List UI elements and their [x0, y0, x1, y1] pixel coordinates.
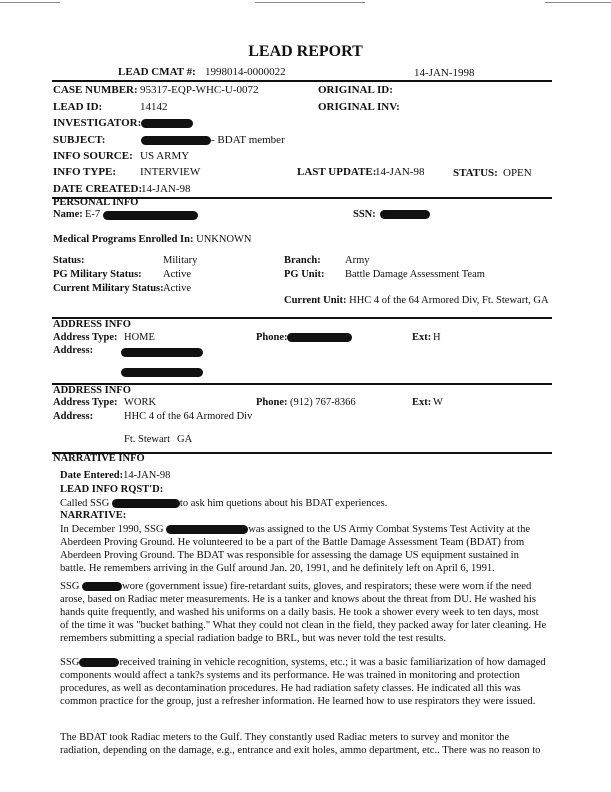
lead-info-requested-label: LEAD INFO RQST'D:: [60, 484, 164, 495]
medical-label: Medical Programs Enrolled In:: [53, 234, 194, 245]
redaction: [166, 525, 248, 534]
address-type: HOME: [124, 332, 155, 343]
last-update: 14-JAN-98: [375, 166, 425, 178]
redaction: [141, 119, 193, 128]
last-update-label: LAST UPDATE:: [297, 166, 377, 178]
phone-label: Phone:: [256, 332, 288, 343]
current-unit-value: HHC 4 of the 64 Armored Div, Ft. Stewart, GA: [349, 295, 549, 306]
address-line1: HHC 4 of the 64 Armored Div: [124, 411, 253, 422]
narrative-paragraph-3: [60, 656, 548, 708]
ext-value: H: [433, 332, 441, 343]
case-number-label: CASE NUMBER:: [53, 84, 138, 96]
info-source: US ARMY: [140, 150, 190, 162]
status-label: STATUS:: [453, 167, 498, 179]
redaction: [121, 368, 203, 377]
phone-value: (912) 767-8366: [290, 397, 356, 408]
branch-value: Army: [345, 255, 370, 266]
date-entered-label: Date Entered:: [60, 470, 124, 481]
report-date: 14-JAN-1998: [414, 67, 475, 79]
address-type-label: Address Type:: [53, 397, 118, 408]
page-title: LEAD REPORT: [248, 43, 363, 60]
narrative-label: NARRATIVE:: [60, 510, 127, 521]
pg-unit-value: Battle Damage Assessment Team: [345, 269, 485, 280]
scan-artifact: [255, 2, 365, 3]
name-prefix: E-7: [85, 209, 101, 220]
called-suffix: to ask him quetions about his BDAT experiences.: [179, 498, 388, 509]
date-entered: [60, 470, 170, 481]
address-label: Address:: [53, 411, 94, 422]
narrative-info-heading: NARRATIVE INFO: [53, 453, 145, 464]
status-value: Military: [163, 255, 198, 266]
info-type-label: INFO TYPE:: [53, 166, 117, 178]
investigator-label: INVESTIGATOR:: [53, 117, 142, 129]
date-created-label: DATE CREATED:: [53, 183, 143, 195]
ext-label: Ext:: [412, 397, 432, 408]
current-status-label: Current Military Status:: [53, 283, 164, 294]
address-city: Ft. Stewart: [124, 434, 171, 445]
subject-label: SUBJECT:: [53, 134, 106, 146]
address-type: WORK: [124, 397, 157, 408]
address-info-heading: ADDRESS INFO: [53, 385, 131, 396]
lead-id-label: LEAD ID:: [53, 101, 103, 113]
medical-value: UNKNOWN: [196, 234, 252, 245]
original-inv-label: ORIGINAL INV:: [318, 101, 400, 113]
called-line: [60, 498, 387, 509]
narrative-paragraph-2: [60, 580, 548, 645]
redaction: [103, 211, 198, 220]
narrative-paragraph-4: The BDAT took Radiac meters to the Gulf. They constantly used Radiac meters to survey and monitor the radiation, depending on the damage, e.g., entrance and exit holes, ammo department, etc.. There was no reason to: [60, 732, 541, 756]
redaction: [112, 499, 180, 508]
scan-artifact: [0, 2, 60, 3]
case-number: 95317-EQP-WHC-U-0072: [140, 84, 259, 96]
current-unit-label: Current Unit:: [284, 295, 347, 306]
name-label: Name:: [53, 209, 83, 220]
address-label: Address:: [53, 345, 94, 356]
redaction: [380, 210, 430, 219]
info-source-label: INFO SOURCE:: [53, 150, 133, 162]
personal-info-heading: PERSONAL INFO: [53, 197, 139, 208]
divider: [52, 80, 552, 82]
narrative-paragraph-1: [60, 523, 540, 575]
pg-status-label: PG Military Status:: [53, 269, 142, 280]
info-type: INTERVIEW: [140, 166, 201, 178]
address-info-heading: ADDRESS INFO: [53, 319, 131, 330]
ext-value: W: [433, 397, 443, 408]
redaction: [121, 348, 203, 357]
p1-prefix: In December 1990, SSG: [60, 524, 164, 535]
redaction: [287, 333, 352, 342]
address-type-label: Address Type:: [53, 332, 118, 343]
pg-status-value: Active: [163, 269, 191, 280]
current-unit: [284, 295, 549, 306]
current-status-value: Active: [163, 283, 191, 294]
original-id-label: ORIGINAL ID:: [318, 84, 393, 96]
date-entered-value: 14-JAN-98: [123, 470, 171, 481]
phone-label: Phone:: [256, 397, 288, 408]
subject-suffix: - BDAT member: [211, 134, 285, 146]
scan-artifact: [545, 2, 611, 3]
cmat-label: LEAD CMAT #:: [118, 66, 196, 78]
date-created: 14-JAN-98: [141, 183, 191, 195]
lead-id: 14142: [140, 101, 168, 113]
p3-prefix: SSG: [60, 657, 80, 668]
p3-text: received training in vehicle recognition, systems, etc.; it was a basic familiarization of how damaged components would affect a tank?s systems and its performance. He was trained in monitoring and protection procedures, as well as decontamination procedures. He had radiation safety classes. He indicated all this was common practice for the group, just a refresher information. He learned how to use respirators they were issued.: [60, 657, 546, 707]
called-prefix: Called SSG: [60, 498, 110, 509]
address-state: GA: [177, 434, 193, 445]
branch-label: Branch:: [284, 255, 321, 266]
redaction: [82, 582, 122, 591]
medical-programs: [53, 234, 252, 245]
p1-text: was assigned to the US Army Combat Systems Test Activity at the Aberdeen Proving Ground. He volunteered to be a part of the Battle Damage Assessment Team (BDAT) from Aberdeen Proving Ground. The BDAT was responsible for assessing the damage US equipment sustained in battle. He remembers arriving in the Gulf around Jan. 20, 1991, and he definitely left on April 6, 1991.: [60, 524, 531, 574]
redaction: [141, 136, 211, 145]
ext-label: Ext:: [412, 332, 432, 343]
pg-unit-label: PG Unit:: [284, 269, 325, 280]
ssn-label: SSN:: [353, 209, 376, 220]
status-value: OPEN: [503, 167, 532, 179]
p2-text: wore (government issue) fire-retardant suits, gloves, and respirators; these were worn if the need arose, based on Radiac meter measurements. He is a tanker and knows about the threat from DU. He washed his hands quite frequently, and washed his uniforms on a daily basis. He took a shower every week to ten days, most of the time it was "bucket bathing." What they could not clean in the field, they packed away for later cleaning. He remembers submitting a special radiation badge to BRL, but was never told the test results.: [60, 581, 547, 644]
p2-prefix: SSG: [60, 581, 80, 592]
redaction: [79, 658, 119, 667]
status-label: Status:: [53, 255, 85, 266]
cmat-number: 1998014-0000022: [205, 66, 286, 78]
